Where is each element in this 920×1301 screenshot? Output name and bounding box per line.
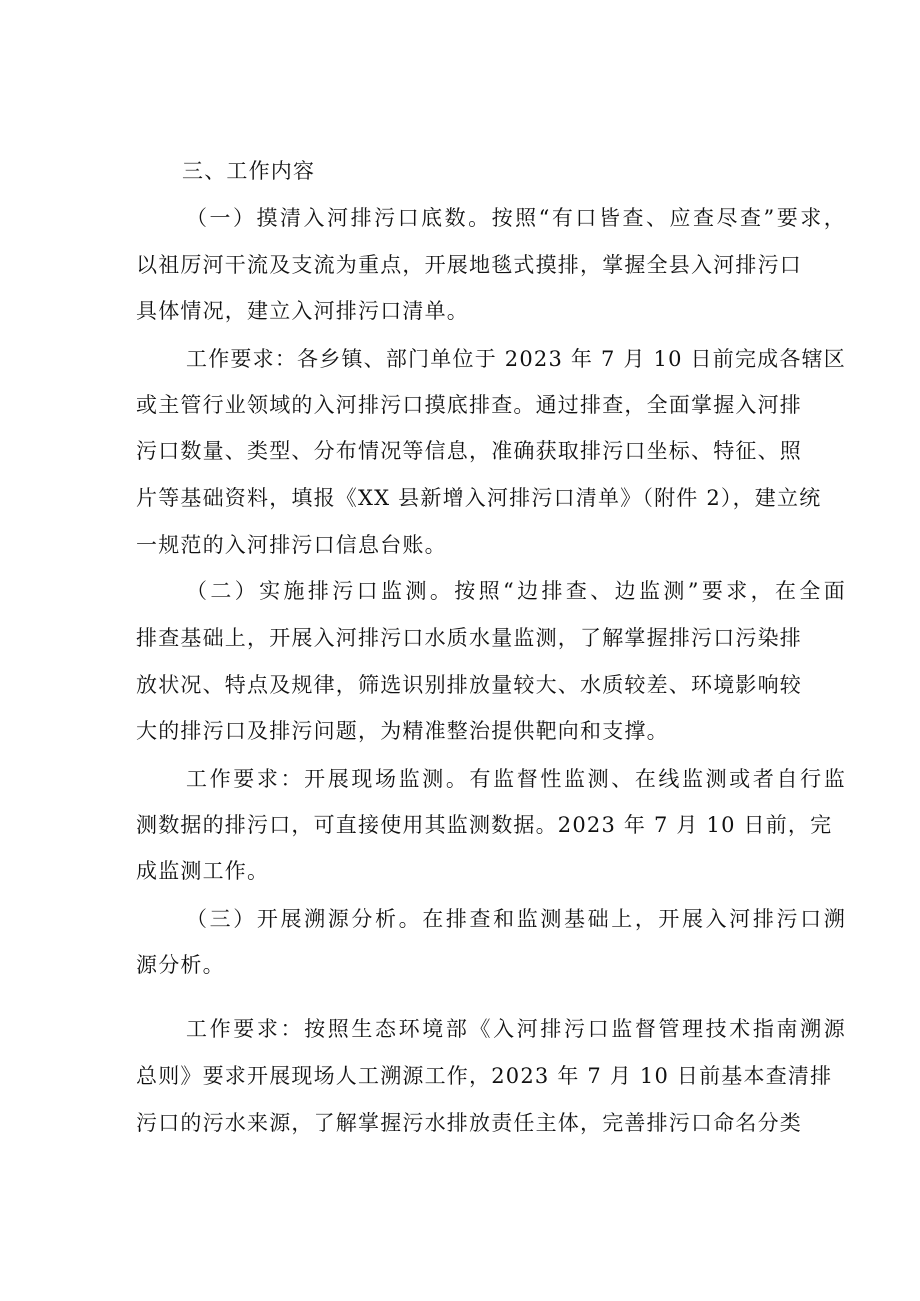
paragraph-line: （三）开展溯源分析。在排查和监测基础上，开展入河排污口溯 [186,907,846,931]
paragraph-line: 工作要求：按照生态环境部《入河排污口监督管理技术指南溯源 [186,1017,846,1041]
paragraph-line: 成监测工作。 [136,859,270,883]
paragraph-line: 具体情况，建立入河排污口清单。 [136,299,469,323]
paragraph-line: 源分析。 [136,953,225,977]
paragraph-line: （一）摸清入河排污口底数。按照“有口皆查、应查尽查”要求， [186,206,846,230]
paragraph-line: 或主管行业领域的入河排污口摸底排查。通过排查，全面掌握入河排 [136,393,802,417]
paragraph-line: 测数据的排污口，可直接使用其监测数据。2023 年 7 月 10 日前，完 [136,813,833,837]
paragraph-line: 排查基础上，开展入河排污口水质水量监测，了解掌握排污口污染排 [136,626,802,650]
paragraph-line: 污口数量、类型、分布情况等信息，准确获取排污口坐标、特征、照 [136,439,802,463]
paragraph-line: 放状况、特点及规律，筛选识别排放量较大、水质较差、环境影响较 [136,673,802,697]
paragraph-line: 一规范的入河排污口信息台账。 [136,533,447,557]
paragraph-line: 总则》要求开展现场人工溯源工作，2023 年 7 月 10 日前基本查清排 [136,1064,833,1088]
paragraph-line: 污口的污水来源，了解掌握污水排放责任主体，完善排污口命名分类 [136,1111,802,1135]
paragraph-line: 以祖厉河干流及支流为重点，开展地毯式摸排，掌握全县入河排污口 [136,253,802,277]
paragraph-line: 大的排污口及排污问题，为精准整治提供靶向和支撑。 [136,719,669,743]
section-heading: 三、工作内容 [182,159,316,183]
paragraph-line: （二）实施排污口监测。按照“边排查、边监测”要求，在全面 [186,579,846,603]
paragraph-line: 工作要求：各乡镇、部门单位于 2023 年 7 月 10 日前完成各辖区 [186,347,846,371]
paragraph-line: 片等基础资料，填报《XX 县新增入河排污口清单》（附件 2），建立统 [136,486,822,510]
paragraph-line: 工作要求：开展现场监测。有监督性监测、在线监测或者自行监 [186,767,846,791]
